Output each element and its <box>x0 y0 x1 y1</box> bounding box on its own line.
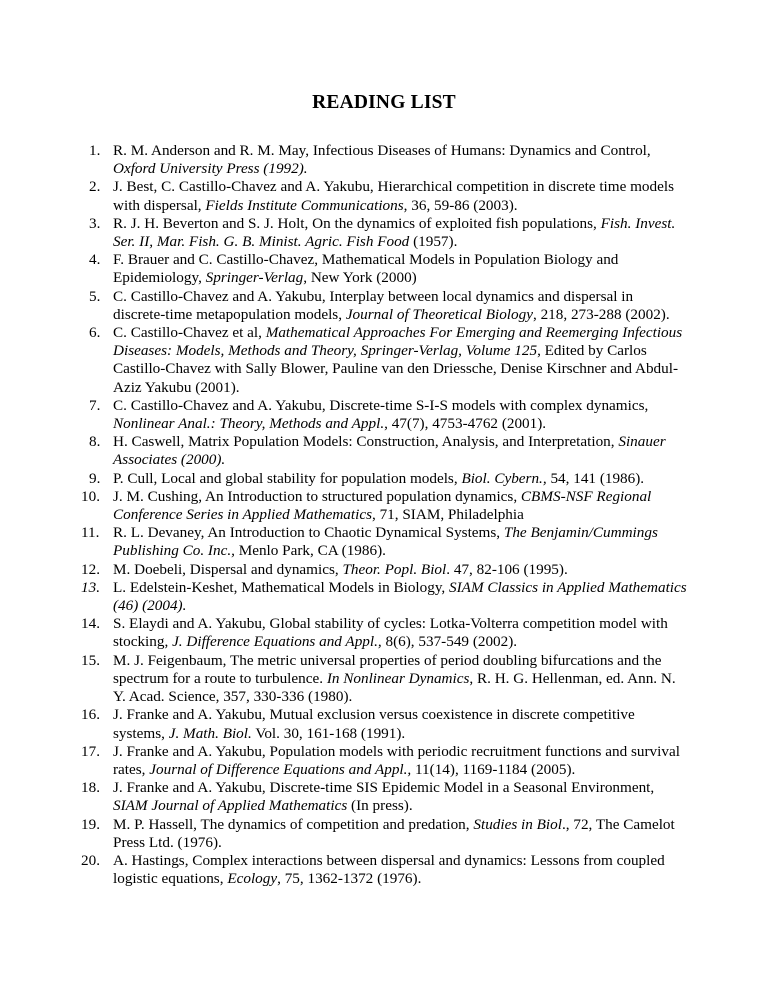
reference-number: 1. <box>89 142 101 159</box>
reference-segment: J. Franke and A. Yakubu, Population models with periodic recruitment functions and survival rates, <box>113 742 680 778</box>
reference-item <box>81 651 689 707</box>
reference-segment: C. Castillo-Chavez et al, <box>113 324 266 342</box>
reference-segment: (In press). <box>347 797 413 815</box>
reference-segment: R. J. H. Beverton and S. J. Holt, On the dynamics of exploited fish populations, <box>113 214 601 232</box>
reference-number: 15. <box>81 651 100 669</box>
reference-segment: J. Franke and A. Yakubu, Mutual exclusion versus coexistence in discrete competitive systems, <box>113 706 635 742</box>
reference-number: 19. <box>81 815 100 833</box>
reference-item <box>81 578 689 615</box>
reference-text <box>113 615 668 650</box>
reference-segment: , New York (2000) <box>303 269 417 287</box>
reference-text <box>113 524 658 559</box>
reference-text <box>113 288 670 323</box>
reference-text <box>113 215 675 250</box>
reference-item <box>81 706 689 742</box>
reference-text <box>113 324 682 396</box>
reference-text <box>113 706 635 741</box>
reference-source: Sinauer Associates (2000). <box>113 433 666 469</box>
reference-segment: C. Castillo-Chavez and A. Yakubu, Discrete-time S-I-S models with complex dynamics, <box>113 396 649 414</box>
reference-segment: J. M. Cushing, An Introduction to structured population dynamics, <box>113 487 521 505</box>
reference-text <box>113 816 675 851</box>
reference-segment: , R. H. G. Hellenman, ed. Ann. N. Y. Acad. Science, 357, 330-336 (1980). <box>113 669 676 706</box>
reference-number: 2. <box>89 178 101 196</box>
reference-segment: , Edited by Carlos Castillo-Chavez with Sally Blower, Pauline van den Driessche, Denise Kirschner and Abdul-Aziz Yakubu (2001). <box>113 342 678 396</box>
reference-segment: R. M. Anderson and R. M. May, Infectious Diseases of Humans: Dynamics and Control, <box>113 142 651 159</box>
reference-item <box>81 615 689 651</box>
reference-segment: A. Hastings, Complex interactions between dispersal and dynamics: Lessons from coupled logistic equations, <box>113 851 665 888</box>
reference-source: J. Math. Biol. <box>168 724 252 742</box>
reference-number: 16. <box>81 706 100 724</box>
reference-segment: (1957). <box>409 233 458 251</box>
reference-segment: Menlo Park, CA (1986). <box>234 542 386 560</box>
reference-text <box>113 470 644 487</box>
reference-source: Journal of Theoretical Biology <box>345 305 533 323</box>
reference-source: In Nonlinear Dynamics <box>326 669 470 687</box>
reference-item <box>89 142 689 178</box>
reference-number: 11. <box>81 524 100 542</box>
reference-segment: J. Franke and A. Yakubu, Discrete-time SIS Epidemic Model in a Seasonal Environment, <box>113 779 655 797</box>
reference-segment: F. Brauer and C. Castillo-Chavez, Mathematical Models in Population Biology and Epidemiology, <box>113 251 619 287</box>
reference-segment: 54, 141 (1986). <box>546 469 645 487</box>
reference-number: 6. <box>89 324 101 342</box>
reference-item <box>89 215 689 251</box>
reference-number: 7. <box>89 396 101 414</box>
reference-item <box>81 815 689 852</box>
reference-segment: H. Caswell, Matrix Population Models: Construction, Analysis, and Interpretation, <box>113 433 619 451</box>
reference-item <box>81 851 689 888</box>
reference-segment: , 218, 273-288 (2002). <box>532 305 670 323</box>
reference-number: 13. <box>81 578 100 596</box>
reference-source: Ecology <box>227 870 278 888</box>
reference-item <box>89 324 689 397</box>
reference-segment: C. Castillo-Chavez and A. Yakubu, Interplay between local dynamics and dispersal in discrete-time metapopulation models, <box>113 287 634 323</box>
reference-number: 20. <box>81 851 100 869</box>
reference-list <box>81 142 689 888</box>
reference-text <box>113 852 665 887</box>
reference-number: 3. <box>89 214 101 232</box>
reference-text <box>113 652 676 705</box>
reference-text <box>113 251 618 286</box>
reference-item <box>81 487 689 524</box>
reference-segment: J. Best, C. Castillo-Chavez and A. Yakubu, Hierarchical competition in discrete time models with dispersal, <box>113 178 674 214</box>
reference-segment: L. Edelstein-Keshet, Mathematical Models in Biology, <box>113 578 450 596</box>
reference-number: 14. <box>81 615 100 633</box>
reference-source: Springer-Verlag <box>205 269 304 287</box>
reference-source: Oxford University Press (1992). <box>113 160 308 178</box>
reference-text <box>113 142 651 177</box>
reference-number: 10. <box>81 487 100 505</box>
reference-segment: P. Cull, Local and global stability for population models, <box>113 469 462 487</box>
reference-number: 5. <box>89 287 101 305</box>
reference-number: 12. <box>81 560 100 578</box>
reference-item <box>81 779 689 815</box>
reference-source: Nonlinear Anal.: Theory, Methods and Appl. <box>113 415 385 433</box>
reference-text <box>113 779 654 814</box>
page-title: READING LIST <box>312 92 456 113</box>
reference-text <box>113 178 674 213</box>
reference-segment: M. Doebeli, Dispersal and dynamics, <box>113 560 343 578</box>
reference-text <box>113 433 666 468</box>
reference-item <box>81 524 689 560</box>
reference-segment: Vol. 30, 161-168 (1991). <box>251 724 406 742</box>
reference-item <box>89 251 689 287</box>
reference-source: Journal of Difference Equations and Appl., <box>149 760 412 778</box>
reference-number: 4. <box>89 251 101 269</box>
reference-segment: 11(14), 1169-1184 (2005). <box>411 760 576 778</box>
reference-text <box>113 488 651 523</box>
reference-source: Fish. Invest. Ser. II, Mar. Fish. G. B. Minist. Agric. Fish Food <box>113 214 676 251</box>
reference-text <box>113 397 648 432</box>
reference-item <box>89 178 689 214</box>
reference-source: The Benjamin/Cummings Publishing Co. Inc., <box>113 524 658 560</box>
reference-source: CBMS-NSF Regional Conference Series in Applied Mathematics <box>113 487 652 524</box>
reference-item <box>89 397 689 433</box>
reference-item <box>81 742 689 779</box>
reference-source: Studies in Biol <box>473 815 562 833</box>
reference-source: Mathematical Approaches For Emerging and Reemerging Infectious Diseases: Models, Methods and Theory, Springer-Verlag, Volume 125 <box>113 324 683 360</box>
reference-source: Biol. Cybern., <box>461 469 547 487</box>
reference-segment: S. Elaydi and A. Yakubu, Global stability of cycles: Lotka-Volterra competition model with stocking, <box>113 615 668 651</box>
reference-text <box>113 743 680 778</box>
reference-segment: 8(6), 537-549 (2002). <box>381 633 518 651</box>
reference-item <box>89 433 689 469</box>
reference-segment: ., 72, The Camelot Press Ltd. (1976). <box>113 815 675 851</box>
reference-source: Theor. Popl. Biol <box>342 560 447 578</box>
reference-number: 17. <box>81 742 100 760</box>
reference-source: SIAM Journal of Applied Mathematics <box>113 797 348 815</box>
reference-item <box>89 288 689 324</box>
reference-number: 18. <box>81 779 100 797</box>
reference-text <box>113 579 687 614</box>
reference-segment: M. P. Hassell, The dynamics of competition and predation, <box>113 815 474 833</box>
reference-source: SIAM Classics in Applied Mathematics (46) (2004). <box>113 578 687 615</box>
reference-text <box>113 561 568 578</box>
reference-segment: M. J. Feigenbaum, The metric universal properties of period doubling bifurcations and the spectrum for a route to turbulence. <box>113 651 662 687</box>
reference-number: 9. <box>89 469 101 487</box>
reference-source: J. Difference Equations and Appl., <box>172 633 382 651</box>
reference-item <box>81 560 689 579</box>
reference-segment: , 71, SIAM, Philadelphia <box>371 506 524 524</box>
reference-source: Fields Institute Communications <box>205 196 404 214</box>
reference-number: 8. <box>89 433 101 451</box>
reference-segment: , 47(7), 4753-4762 (2001). <box>384 415 547 433</box>
reference-item <box>89 470 689 488</box>
reference-segment: R. L. Devaney, An Introduction to Chaotic Dynamical Systems, <box>113 524 504 542</box>
reference-segment: , 75, 1362-1372 (1976). <box>277 870 422 888</box>
reference-segment: . 47, 82-106 (1995). <box>446 560 568 578</box>
reference-segment: , 36, 59-86 (2003). <box>403 196 518 214</box>
